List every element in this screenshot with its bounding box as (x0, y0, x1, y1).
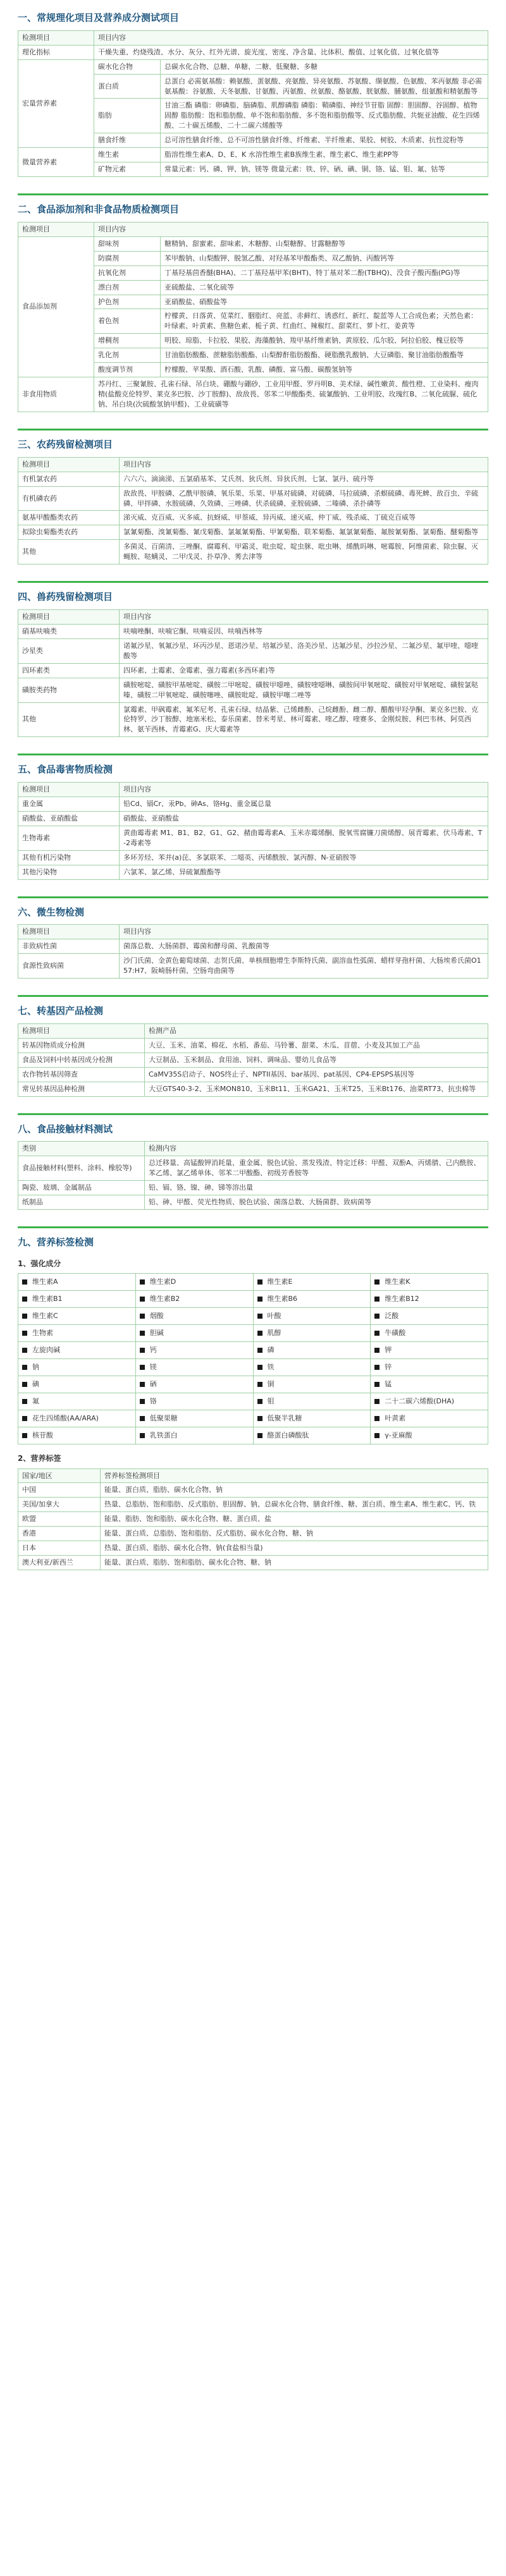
subsection-title: 2、营养标签 (18, 1454, 61, 1463)
row-label: 沙星类 (18, 638, 120, 663)
row-content: 苏丹红、三聚氰胺、孔雀石绿、吊白块、硼酸与硼砂、工业用甲醛、罗丹明B、美术绿、碱性嫩黄、酸性橙、工业染料、瘦肉精(盐酸克伦特罗、莱克多巴胺、沙丁胺醇)、敌敌畏、邻苯二甲酸酯类、硫氰酸钠、工业明胶、玫瑰红B、二氧化硫脲、硫化钠、吊白块(次硫酸氢钠甲醛)、工业硫磺等 (94, 377, 488, 412)
fortified-cell (135, 1376, 253, 1393)
fortified-item: 维生素D (149, 1278, 176, 1286)
row-content: 多环芳烃、苯并(a)芘、多氯联苯、二噁英、丙烯酰胺、氯丙醇、N-亚硝胺等 (120, 850, 488, 865)
square-bullet-icon (257, 1279, 262, 1285)
fortified-cell (371, 1308, 488, 1325)
fortified-cell (18, 1410, 136, 1427)
square-bullet-icon (22, 1348, 27, 1353)
section-title-7: 七、转基因产品检测 (18, 1005, 104, 1017)
fortified-cell (135, 1308, 253, 1325)
row-label: 非致病性菌 (18, 939, 120, 954)
square-bullet-icon (140, 1433, 145, 1438)
fortified-item: 维生素B1 (32, 1295, 63, 1303)
row-label: 漂白剂 (94, 280, 161, 295)
section-title-9: 九、营养标签检测 (18, 1236, 94, 1248)
row-content: 苯甲酸钠、山梨酸钾、脱氢乙酸、对羟基苯甲酸酯类、双乙酸钠、丙酸钙等 (161, 251, 488, 266)
square-bullet-icon (140, 1279, 145, 1285)
row-label: 陶瓷、玻璃、金属制品 (18, 1181, 145, 1195)
fortified-item: 烟酸 (149, 1312, 164, 1321)
fortified-cell (371, 1393, 488, 1410)
group-label: 食品添加剂 (18, 236, 94, 377)
table-header: 检测项目 (18, 30, 94, 45)
row-label: 中国 (18, 1483, 101, 1498)
section-divider (18, 995, 488, 997)
row-label: 氨基甲酸酯类农药 (18, 511, 120, 525)
row-label: 农作物转基因筛查 (18, 1067, 145, 1082)
row-label: 其他 (18, 702, 120, 737)
row-label: 常见转基因品种检测 (18, 1082, 145, 1096)
fortified-cell (371, 1342, 488, 1359)
fortified-cell (135, 1427, 253, 1444)
fortified-item: 肌醇 (267, 1329, 281, 1338)
group-label: 非食用物质 (18, 377, 94, 412)
row-content: 干燥失重、灼烧残渣、水分、灰分、红外光谱、旋光度、密度、净含量、比体积、酸值、过氧化值、过氧化值等 (94, 45, 488, 59)
section-title-3: 三、农药残留检测项目 (18, 438, 113, 450)
table-nutrition-label (18, 1468, 488, 1571)
fortified-item: 钼 (267, 1397, 275, 1406)
row-content: 铅、镉、铬、镍、砷、锑等溶出量 (145, 1181, 488, 1195)
fortified-item: 磷 (267, 1346, 275, 1355)
table-contact-material (18, 1141, 488, 1210)
row-content: 甘油脂肪酸酯、蔗糖脂肪酸酯、山梨醇酐脂肪酸酯、硬脂酰乳酸钠、大豆磷脂、聚甘油脂肪酸酯等 (161, 348, 488, 363)
fortified-item: 钾 (385, 1346, 392, 1355)
fortified-item: 维生素C (32, 1312, 58, 1321)
row-label: 食源性致病菌 (18, 954, 120, 979)
section-title-4: 四、兽药残留检测项目 (18, 591, 113, 603)
fortified-cell (371, 1376, 488, 1393)
fortified-cell (18, 1359, 136, 1376)
section-title-6: 六、微生物检测 (18, 906, 85, 918)
square-bullet-icon (22, 1331, 27, 1336)
square-bullet-icon (257, 1399, 262, 1404)
table-header: 项目内容 (120, 609, 488, 624)
row-content: 菌落总数、大肠菌群、霉菌和酵母菌、乳酸菌等 (120, 939, 488, 954)
fortified-cell (18, 1393, 136, 1410)
row-label: 蛋白质 (94, 74, 161, 99)
fortified-item: 核苷酸 (32, 1431, 53, 1440)
table-vet-drug (18, 609, 488, 737)
fortified-cell (135, 1325, 253, 1342)
table-pesticide (18, 457, 488, 565)
square-bullet-icon (140, 1365, 145, 1370)
fortified-cell (371, 1359, 488, 1376)
fortified-item: 牛磺酸 (385, 1329, 406, 1338)
row-content: 六氯苯、氯乙烯、异硫氰酸酯等 (120, 865, 488, 879)
square-bullet-icon (257, 1297, 262, 1302)
fortified-cell (135, 1274, 253, 1291)
fortified-item: 维生素B2 (149, 1295, 180, 1303)
fortified-item: 酪蛋白磷酸肽 (267, 1431, 309, 1440)
row-label: 四环素类 (18, 663, 120, 678)
section-title-8: 八、食品接触材料测试 (18, 1123, 113, 1135)
table-header: 营养标签检测项目 (101, 1468, 488, 1483)
square-bullet-icon (140, 1297, 145, 1302)
square-bullet-icon (374, 1365, 379, 1370)
row-label: 抗氧化剂 (94, 266, 161, 280)
table-header: 项目内容 (94, 30, 488, 45)
fortified-cell (253, 1274, 371, 1291)
row-content: 氯氰菊酯、溴氰菊酯、氰戊菊酯、氯氟氰菊酯、甲氰菊酯、联苯菊酯、氟氯氰菊酯、氟胺氰菊酯、氯菊酯、醚菊酯等 (120, 525, 488, 540)
fortified-item: 低聚果糖 (149, 1414, 178, 1423)
table-header: 国家/地区 (18, 1468, 101, 1483)
row-label: 拟除虫菊酯类农药 (18, 525, 120, 540)
fortified-cell (18, 1376, 136, 1393)
fortified-item: 铁 (267, 1363, 275, 1372)
square-bullet-icon (257, 1416, 262, 1421)
row-label: 食品接触材料(塑料、涂料、橡胶等) (18, 1156, 145, 1181)
fortified-item: 维生素A (32, 1278, 58, 1286)
row-content: 亚硫酸盐、二氧化硫等 (161, 280, 488, 295)
row-label: 乳化剂 (94, 348, 161, 363)
fortified-cell (135, 1359, 253, 1376)
square-bullet-icon (257, 1348, 262, 1353)
square-bullet-icon (22, 1314, 27, 1319)
fortified-cell (371, 1325, 488, 1342)
fortified-cell (253, 1359, 371, 1376)
fortified-item: 胆碱 (149, 1329, 164, 1338)
square-bullet-icon (22, 1416, 27, 1421)
row-label: 有机磷农药 (18, 486, 120, 511)
table-nutrition (18, 30, 488, 177)
fortified-item: 左旋肉碱 (32, 1346, 60, 1355)
square-bullet-icon (22, 1399, 27, 1404)
fortified-cell (18, 1274, 136, 1291)
fortified-item: 锰 (385, 1380, 392, 1389)
row-label: 甜味剂 (94, 236, 161, 251)
table-header: 项目内容 (120, 783, 488, 797)
square-bullet-icon (22, 1297, 27, 1302)
row-content: 能量、蛋白质、脂肪、碳水化合物、钠 (101, 1483, 488, 1498)
square-bullet-icon (140, 1399, 145, 1404)
row-content: 能量、脂肪、饱和脂肪、碳水化合物、糖、蛋白质、盐 (101, 1512, 488, 1527)
row-label: 其他有机污染物 (18, 850, 120, 865)
row-label: 硝基呋喃类 (18, 624, 120, 638)
fortified-cell (18, 1342, 136, 1359)
fortified-cell (135, 1291, 253, 1308)
table-gmo (18, 1023, 488, 1097)
row-content: 热量、蛋白质、脂肪、碳水化合物、钠(食盐相当量) (101, 1541, 488, 1556)
fortified-row (18, 1308, 488, 1325)
row-content: 四环素、土霉素、金霉素、强力霉素(多西环素)等 (120, 663, 488, 678)
row-content: 热量、总脂肪、饱和脂肪、反式脂肪、胆固醇、钠、总碳水化合物、膳食纤维、糖、蛋白质、维生素A、维生素C、钙、铁 (101, 1498, 488, 1512)
section-title-1: 一、常规理化项目及营养成分测试项目 (18, 12, 180, 23)
row-content: 柠檬酸、苹果酸、酒石酸、乳酸、磷酸、富马酸、碳酸氢钠等 (161, 363, 488, 377)
fortified-row (18, 1410, 488, 1427)
group-label: 宏量营养素 (18, 59, 94, 148)
table-header: 项目内容 (120, 925, 488, 939)
row-content: 柠檬黄、日落黄、苋菜红、胭脂红、亮蓝、赤藓红、诱惑红、新红、靛蓝等人工合成色素；天然色素：叶绿素、叶黄素、焦糖色素、栀子黄、红曲红、辣椒红、甜菜红、萝卜红、姜黄等 (161, 309, 488, 334)
section-divider (18, 581, 488, 583)
fortified-cell (135, 1342, 253, 1359)
row-content: 呋喃唑酮、呋喃它酮、呋喃妥因、呋喃西林等 (120, 624, 488, 638)
table-header: 检测项目 (18, 783, 120, 797)
fortified-row (18, 1325, 488, 1342)
row-content: 氯霉素、甲砜霉素、氟苯尼考、孔雀石绿、结晶紫、己烯雌酚、己烷雌酚、雌二醇、醋酸甲羟孕酮、莱克多巴胺、克伦特罗、沙丁胺醇、地塞米松、泰乐菌素、替米考星、林可霉素、喹乙醇、喹赛多、金刚烷胺、利巴韦林、阿莫西林、氨苄西林、青霉素G、庆大霉素等 (120, 702, 488, 737)
fortified-item: γ-亚麻酸 (385, 1431, 412, 1440)
row-content: 总迁移量、高锰酸钾消耗量、重金属、脱色试验、蒸发残渣、特定迁移：甲醛、双酚A、丙烯腈、己内酰胺、苯乙烯、氯乙烯单体、邻苯二甲酸酯、初级芳香胺等 (145, 1156, 488, 1181)
row-label: 护色剂 (94, 295, 161, 309)
fortified-item: 泛酸 (385, 1312, 399, 1321)
fortified-cell (253, 1376, 371, 1393)
row-content: 大豆制品、玉米制品、食用油、饲料、调味品、婴幼儿食品等 (145, 1053, 488, 1067)
row-label: 脂肪 (94, 99, 161, 133)
group-label: 微量营养素 (18, 148, 94, 177)
row-content: 明胶、琼脂、卡拉胶、果胶、海藻酸钠、羧甲基纤维素钠、黄原胶、瓜尔胶、阿拉伯胶、槐豆胶等 (161, 334, 488, 348)
row-label: 碳水化合物 (94, 59, 161, 74)
row-content: 总蛋白 必需氨基酸：赖氨酸、蛋氨酸、亮氨酸、异亮氨酸、苏氨酸、缬氨酸、色氨酸、苯丙氨酸 非必需氨基酸：谷氨酸、天冬氨酸、甘氨酸、丙氨酸、丝氨酸、酪氨酸、胱氨酸、脯氨酸、组氨酸和精氨酸等 (161, 74, 488, 99)
row-label: 着色剂 (94, 309, 161, 334)
fortified-item: 维生素B12 (385, 1295, 419, 1303)
square-bullet-icon (257, 1331, 262, 1336)
fortified-cell (371, 1410, 488, 1427)
row-content: 多菌灵、百菌清、三唑酮、腐霉利、甲霜灵、吡虫啶、啶虫脒、吡虫啉、烯酰吗啉、嘧霉胺、阿维菌素、除虫脲、灭蝇胺、哒螨灵、二甲戊灵、扑草净、莠去津等 (120, 540, 488, 565)
row-content: 甘油三酯 磷脂：卵磷脂、脑磷脂、肌醇磷脂 磷脂：鞘磷脂、神经节苷脂 固醇：胆固醇、谷固醇、植物固醇 脂肪酸：饱和脂肪酸、单不饱和脂肪酸、多不饱和脂肪酸等、反式脂肪酸、共轭亚油酸、花生四烯酸、二十碳五烯酸、二十二碳六烯酸等 (161, 99, 488, 133)
fortified-cell (135, 1393, 253, 1410)
fortified-cell (253, 1410, 371, 1427)
row-label: 有机氯农药 (18, 472, 120, 486)
square-bullet-icon (257, 1433, 262, 1438)
row-label: 磺胺类药物 (18, 678, 120, 702)
row-content: 大豆、玉米、油菜、棉花、水稻、番茄、马铃薯、甜菜、木瓜、苜蓿、小麦及其加工产品 (145, 1038, 488, 1053)
fortified-row (18, 1393, 488, 1410)
fortified-cell (18, 1308, 136, 1325)
fortified-row (18, 1342, 488, 1359)
fortified-item: 低聚半乳糖 (267, 1414, 302, 1423)
square-bullet-icon (22, 1365, 27, 1370)
fortified-item: 维生素B6 (267, 1295, 298, 1303)
section-divider (18, 754, 488, 755)
row-label: 增稠剂 (94, 334, 161, 348)
table-header: 检测项目 (18, 925, 120, 939)
row-content: 六六六、滴滴涕、五氯硝基苯、艾氏剂、狄氏剂、异狄氏剂、七氯、氯丹、硫丹等 (120, 472, 488, 486)
square-bullet-icon (257, 1365, 262, 1370)
fortified-cell (253, 1427, 371, 1444)
row-content: 硝酸盐、亚硝酸盐 (120, 811, 488, 826)
fortified-cell (18, 1427, 136, 1444)
table-additives (18, 222, 488, 412)
row-label: 日本 (18, 1541, 101, 1556)
row-content: 能量、蛋白质、总脂肪、饱和脂肪、反式脂肪、碳水化合物、糖、钠 (101, 1527, 488, 1541)
table-header: 检测内容 (145, 1142, 488, 1156)
row-content: 总可溶性膳食纤维、总不可溶性膳食纤维、纤维素、半纤维素、果胶、树胶、木质素、抗性淀粉等 (161, 133, 488, 148)
row-content: 涕灭威、克百威、灭多威、抗蚜威、甲萘威、异丙威、速灭威、仲丁威、残杀威、丁硫克百威等 (120, 511, 488, 525)
row-label: 膳食纤维 (94, 133, 161, 148)
square-bullet-icon (257, 1314, 262, 1319)
row-content: 大豆GTS40-3-2、玉米MON810、玉米Bt11、玉米GA21、玉米T25、玉米Bt176、油菜RT73、抗虫棉等 (145, 1082, 488, 1096)
table-header: 检测产品 (145, 1023, 488, 1038)
table-header: 检测项目 (18, 457, 120, 472)
row-content: 铅Cd、镉Cr、汞Pb、砷As、铬Hg、重金属总量 (120, 797, 488, 812)
table-micro (18, 924, 488, 979)
row-label: 防腐剂 (94, 251, 161, 266)
table-header: 项目内容 (120, 457, 488, 472)
section-divider (18, 429, 488, 430)
row-label: 欧盟 (18, 1512, 101, 1527)
row-label: 美国/加拿大 (18, 1498, 101, 1512)
square-bullet-icon (140, 1331, 145, 1336)
section-divider (18, 1113, 488, 1115)
fortified-item: 碘 (32, 1380, 39, 1389)
square-bullet-icon (140, 1416, 145, 1421)
fortified-cell (253, 1308, 371, 1325)
fortified-cell (253, 1393, 371, 1410)
square-bullet-icon (374, 1399, 379, 1404)
row-content: 黄曲霉毒素 M1、B1、B2、G1、G2、赭曲霉毒素A、玉米赤霉烯酮、脱氧雪腐镰刀菌烯醇、展青霉素、伏马毒素、T-2毒素等 (120, 826, 488, 850)
fortified-row (18, 1376, 488, 1393)
row-content: 糖精钠、甜蜜素、甜味素、木糖醇、山梨糖醇、甘露糖醇等 (161, 236, 488, 251)
table-toxic (18, 782, 488, 880)
fortified-cell (371, 1427, 488, 1444)
fortified-item: 锌 (385, 1363, 392, 1372)
fortified-cell (18, 1325, 136, 1342)
fortified-item: 叶黄素 (385, 1414, 406, 1423)
fortified-cell (253, 1291, 371, 1308)
square-bullet-icon (140, 1382, 145, 1387)
fortified-row (18, 1427, 488, 1444)
fortified-item: 铜 (267, 1380, 275, 1389)
section-title-5: 五、食品毒害物质检测 (18, 764, 113, 776)
fortified-item: 镁 (149, 1363, 157, 1372)
fortified-cell (18, 1291, 136, 1308)
fortified-item: 铬 (149, 1397, 157, 1406)
fortified-item: 硒 (149, 1380, 157, 1389)
fortified-item: 花生四烯酸(AA/ARA) (32, 1414, 99, 1423)
square-bullet-icon (374, 1279, 379, 1285)
square-bullet-icon (22, 1382, 27, 1387)
fortified-item: 二十二碳六烯酸(DHA) (385, 1397, 455, 1406)
row-label: 生物毒素 (18, 826, 120, 850)
row-content: 亚硝酸盐、硝酸盐等 (161, 295, 488, 309)
fortified-cell (371, 1274, 488, 1291)
square-bullet-icon (140, 1314, 145, 1319)
row-content: 磺胺嘧啶、磺胺甲基嘧啶、磺胺二甲嘧啶、磺胺甲噁唑、磺胺喹噁啉、磺胺间甲氧嘧啶、磺胺对甲氧嘧啶、磺胺氯哒嗪、磺胺二甲氧嘧啶、磺胺噻唑、磺胺吡啶、磺胺甲噻二唑等 (120, 678, 488, 702)
section-divider (18, 896, 488, 898)
row-content: 铅、砷、甲醛、荧光性物质、脱色试验、菌落总数、大肠菌群、致病菌等 (145, 1195, 488, 1210)
row-content: 常量元素：钙、磷、钾、钠、镁等 微量元素：铁、锌、硒、碘、铜、铬、锰、钼、氟、钴等 (161, 162, 488, 177)
row-label: 澳大利亚/新西兰 (18, 1556, 101, 1570)
square-bullet-icon (374, 1382, 379, 1387)
fortified-cell (253, 1325, 371, 1342)
row-label: 维生素 (94, 148, 161, 162)
fortified-item: 钠 (32, 1363, 39, 1372)
row-content: 沙门氏菌、金黄色葡萄球菌、志贺氏菌、单核细胞增生李斯特氏菌、副溶血性弧菌、蜡样芽孢杆菌、大肠埃希氏菌O157:H7、阪崎肠杆菌、空肠弯曲菌等 (120, 954, 488, 979)
table-header: 检测项目 (18, 1023, 145, 1038)
fortified-cell (371, 1291, 488, 1308)
row-label: 硝酸盐、亚硝酸盐 (18, 811, 120, 826)
row-label: 重金属 (18, 797, 120, 812)
row-label: 其他 (18, 540, 120, 565)
fortified-item: 氟 (32, 1397, 39, 1406)
row-content: 脂溶性维生素A、D、E、K 水溶性维生素B族维生素、维生素C、维生素PP等 (161, 148, 488, 162)
square-bullet-icon (374, 1416, 379, 1421)
fortified-cell (253, 1342, 371, 1359)
fortified-item: 乳铁蛋白 (149, 1431, 178, 1440)
row-label: 转基因物质成分检测 (18, 1038, 145, 1053)
row-content: 总碳水化合物、总糖、单糖、二糖、低聚糖、多糖 (161, 59, 488, 74)
square-bullet-icon (22, 1433, 27, 1438)
fortified-cell (135, 1410, 253, 1427)
square-bullet-icon (374, 1331, 379, 1336)
table-header: 类别 (18, 1142, 145, 1156)
row-label: 矿物元素 (94, 162, 161, 177)
row-content: 丁基羟基茴香醚(BHA)、二丁基羟基甲苯(BHT)、特丁基对苯二酚(TBHQ)、没食子酸丙酯(PG)等 (161, 266, 488, 280)
square-bullet-icon (374, 1314, 379, 1319)
row-content: 诺氟沙星、氧氟沙星、环丙沙星、恩诺沙星、培氟沙星、洛美沙星、达氟沙星、沙拉沙星、二氟沙星、氟甲喹、噁喹酸等 (120, 638, 488, 663)
subsection-title: 1、强化成分 (18, 1259, 61, 1268)
square-bullet-icon (257, 1382, 262, 1387)
fortified-item: 钙 (149, 1346, 157, 1355)
row-label: 其他污染物 (18, 865, 120, 879)
square-bullet-icon (22, 1279, 27, 1285)
section-divider (18, 193, 488, 195)
fortified-row (18, 1359, 488, 1376)
section-title-2: 二、食品添加剂和非食品物质检测项目 (18, 204, 180, 216)
table-fortified (18, 1273, 488, 1444)
fortified-item: 维生素K (385, 1278, 410, 1286)
row-content: 敌敌畏、甲胺磷、乙酰甲胺磷、氧乐果、乐果、甲基对硫磷、对硫磷、马拉硫磷、杀螟硫磷、毒死蜱、敌百虫、辛硫磷、甲拌磷、水胺硫磷、久效磷、三唑磷、伏杀硫磷、亚胺硫磷、二嗪磷、杀扑磷等 (120, 486, 488, 511)
square-bullet-icon (140, 1348, 145, 1353)
row-content: 能量、蛋白质、脂肪、饱和脂肪、碳水化合物、糖、钠 (101, 1556, 488, 1570)
square-bullet-icon (374, 1433, 379, 1438)
fortified-row (18, 1274, 488, 1291)
row-content: CaMV35S启动子、NOS终止子、NPTII基因、bar基因、pat基因、CP4-EPSPS基因等 (145, 1067, 488, 1082)
fortified-item: 生物素 (32, 1329, 53, 1338)
fortified-row (18, 1291, 488, 1308)
row-label: 酸度调节剂 (94, 363, 161, 377)
square-bullet-icon (374, 1297, 379, 1302)
row-label: 香港 (18, 1527, 101, 1541)
section-divider (18, 1226, 488, 1228)
fortified-item: 维生素E (267, 1278, 293, 1286)
square-bullet-icon (374, 1348, 379, 1353)
row-label: 纸制品 (18, 1195, 145, 1210)
table-header: 检测项目 (18, 609, 120, 624)
row-label: 理化指标 (18, 45, 94, 59)
table-header: 检测项目 (18, 222, 94, 236)
fortified-item: 叶酸 (267, 1312, 281, 1321)
table-header: 项目内容 (94, 222, 488, 236)
row-label: 食品及饲料中转基因成分检测 (18, 1053, 145, 1067)
